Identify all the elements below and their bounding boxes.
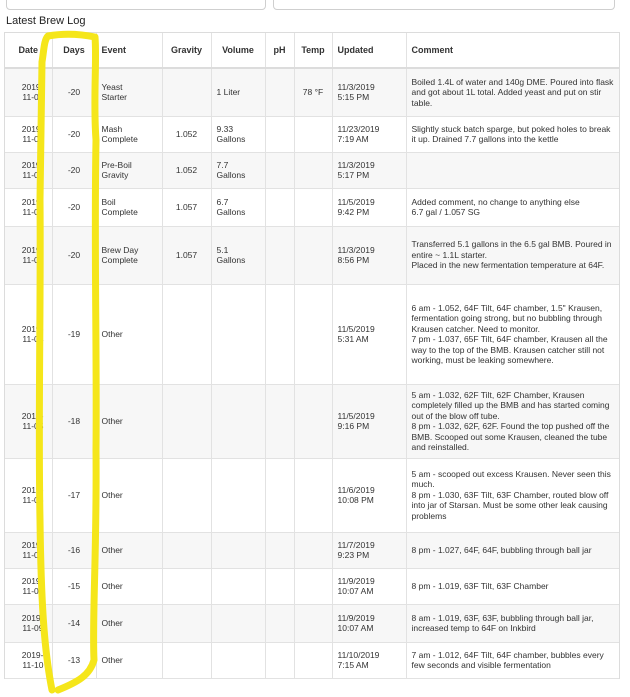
cell-comment: 8 pm - 1.027, 64F, 64F, bubbling through ball jar bbox=[406, 532, 619, 568]
cell-comment: 6 am - 1.052, 64F Tilt, 64F chamber, 1.5" Krausen, fermentation going strong, but no bubbling through Krausen catcher. Need to monitor. 7 pm - 1.037, 65F Tilt, 64F chamber, Krausen all the way to the top of the BMB. Krausen catcher still not working, must be leaking somewhere. bbox=[406, 284, 619, 384]
cell-event: Other bbox=[96, 642, 162, 678]
cell-date: 2019- 11-03 bbox=[5, 68, 52, 116]
cell-date: 2019- 11-10 bbox=[5, 642, 52, 678]
table-row bbox=[5, 568, 619, 604]
column-header-gravity[interactable]: Gravity bbox=[162, 33, 211, 68]
table-row bbox=[5, 68, 619, 116]
cell-days: -18 bbox=[52, 384, 96, 458]
cell-updated: 11/5/2019 5:31 AM bbox=[332, 284, 406, 384]
cell-gravity bbox=[162, 458, 211, 532]
cell-event: Brew Day Complete bbox=[96, 226, 162, 284]
cell-days: -19 bbox=[52, 284, 96, 384]
cell-updated: 11/3/2019 5:17 PM bbox=[332, 152, 406, 188]
table-row bbox=[5, 188, 619, 226]
cell-temp bbox=[294, 532, 332, 568]
table-row bbox=[5, 642, 619, 678]
cell-ph bbox=[265, 568, 294, 604]
cell-temp bbox=[294, 384, 332, 458]
cell-gravity bbox=[162, 384, 211, 458]
cell-volume bbox=[211, 458, 265, 532]
cell-event: Other bbox=[96, 568, 162, 604]
cell-date: 2019- 11-03 bbox=[5, 226, 52, 284]
cell-event: Mash Complete bbox=[96, 116, 162, 152]
cell-ph bbox=[265, 68, 294, 116]
cell-temp bbox=[294, 284, 332, 384]
column-header-days[interactable]: Days bbox=[52, 33, 96, 68]
cell-gravity bbox=[162, 284, 211, 384]
cell-event: Other bbox=[96, 458, 162, 532]
column-header-volume[interactable]: Volume bbox=[211, 33, 265, 68]
cell-gravity bbox=[162, 642, 211, 678]
cell-event: Yeast Starter bbox=[96, 68, 162, 116]
cell-volume: 6.7 Gallons bbox=[211, 188, 265, 226]
cell-volume bbox=[211, 642, 265, 678]
column-header-event[interactable]: Event bbox=[96, 33, 162, 68]
cell-ph bbox=[265, 642, 294, 678]
cell-days: -15 bbox=[52, 568, 96, 604]
cell-temp: 78 °F bbox=[294, 68, 332, 116]
cell-gravity: 1.052 bbox=[162, 152, 211, 188]
cell-gravity bbox=[162, 604, 211, 642]
cell-volume bbox=[211, 532, 265, 568]
cell-date: 2019- 11-08 bbox=[5, 568, 52, 604]
cell-volume bbox=[211, 284, 265, 384]
cell-event: Pre-Boil Gravity bbox=[96, 152, 162, 188]
cell-ph bbox=[265, 458, 294, 532]
column-header-ph[interactable]: pH bbox=[265, 33, 294, 68]
brew-log-table bbox=[5, 33, 619, 679]
cell-ph bbox=[265, 116, 294, 152]
cell-gravity: 1.057 bbox=[162, 188, 211, 226]
table-body bbox=[5, 68, 619, 678]
table-row bbox=[5, 226, 619, 284]
cell-date: 2019- 11-09 bbox=[5, 604, 52, 642]
cell-event: Boil Complete bbox=[96, 188, 162, 226]
cell-gravity bbox=[162, 532, 211, 568]
cell-updated: 11/5/2019 9:16 PM bbox=[332, 384, 406, 458]
cell-date: 2019- 11-03 bbox=[5, 152, 52, 188]
cell-days: -13 bbox=[52, 642, 96, 678]
cell-ph bbox=[265, 532, 294, 568]
cell-updated: 11/9/2019 10:07 AM bbox=[332, 604, 406, 642]
cell-comment: 8 am - 1.019, 63F, 63F, bubbling through ball jar, increased temp to 64F on Inkbird bbox=[406, 604, 619, 642]
cell-comment: 8 pm - 1.019, 63F Tilt, 63F Chamber bbox=[406, 568, 619, 604]
column-header-date[interactable]: Date bbox=[5, 33, 52, 68]
cell-volume: 1 Liter bbox=[211, 68, 265, 116]
cell-comment: Transferred 5.1 gallons in the 6.5 gal BMB. Poured in entire ~ 1.1L starter. Placed in the new fermentation temperature at 64F. bbox=[406, 226, 619, 284]
cell-comment: Boiled 1.4L of water and 140g DME. Poured into flask and got about 1L total. Added yeast and put on stir table. bbox=[406, 68, 619, 116]
cell-comment bbox=[406, 152, 619, 188]
table-row bbox=[5, 604, 619, 642]
cell-gravity bbox=[162, 568, 211, 604]
cell-comment: Slightly stuck batch sparge, but poked holes to break it up. Drained 7.7 gallons into the kettle bbox=[406, 116, 619, 152]
cell-days: -20 bbox=[52, 152, 96, 188]
cell-volume: 5.1 Gallons bbox=[211, 226, 265, 284]
cell-days: -20 bbox=[52, 188, 96, 226]
table-row bbox=[5, 116, 619, 152]
cell-days: -20 bbox=[52, 226, 96, 284]
cell-updated: 11/10/2019 7:15 AM bbox=[332, 642, 406, 678]
cell-date: 2019- 11-04 bbox=[5, 284, 52, 384]
cell-date: 2019- 11-05 bbox=[5, 384, 52, 458]
column-header-comment[interactable]: Comment bbox=[406, 33, 619, 68]
cell-ph bbox=[265, 284, 294, 384]
cell-date: 2019- 11-03 bbox=[5, 188, 52, 226]
cell-date: 2019- 11-06 bbox=[5, 458, 52, 532]
cell-gravity: 1.057 bbox=[162, 226, 211, 284]
cell-ph bbox=[265, 384, 294, 458]
cell-ph bbox=[265, 604, 294, 642]
cell-temp bbox=[294, 226, 332, 284]
table-row bbox=[5, 152, 619, 188]
cell-days: -17 bbox=[52, 458, 96, 532]
table-header-row bbox=[5, 33, 619, 68]
cell-comment: 5 am - 1.032, 62F Tilt, 62F Chamber, Krausen completely filled up the BMB and has started coming out of the blow off tube. 8 pm - 1.032, 62F, 62F. Found the top pushed off the BMB. Scooped out some Krausen, cleaned the tube and reinstalled. bbox=[406, 384, 619, 458]
table-row bbox=[5, 384, 619, 458]
cell-date: 2019- 11-07 bbox=[5, 532, 52, 568]
cell-ph bbox=[265, 188, 294, 226]
cell-temp bbox=[294, 568, 332, 604]
cell-ph bbox=[265, 152, 294, 188]
cell-volume bbox=[211, 604, 265, 642]
cell-temp bbox=[294, 458, 332, 532]
cell-temp bbox=[294, 152, 332, 188]
cell-gravity: 1.052 bbox=[162, 116, 211, 152]
column-header-temp[interactable]: Temp bbox=[294, 33, 332, 68]
cell-ph bbox=[265, 226, 294, 284]
cell-comment: 5 am - scooped out excess Krausen. Never seen this much. 8 pm - 1.030, 63F Tilt, 63F Chamber, routed blow off into jar of Starsan. Must be some other leak causing problems bbox=[406, 458, 619, 532]
cell-comment: Added comment, no change to anything else 6.7 gal / 1.057 SG bbox=[406, 188, 619, 226]
table-row bbox=[5, 532, 619, 568]
cell-date: 2019- 11-03 bbox=[5, 116, 52, 152]
cell-event: Other bbox=[96, 532, 162, 568]
cell-volume bbox=[211, 384, 265, 458]
cell-days: -16 bbox=[52, 532, 96, 568]
cell-updated: 11/3/2019 8:56 PM bbox=[332, 226, 406, 284]
cell-temp bbox=[294, 188, 332, 226]
cell-volume bbox=[211, 568, 265, 604]
cell-updated: 11/3/2019 5:15 PM bbox=[332, 68, 406, 116]
cell-temp bbox=[294, 642, 332, 678]
cell-days: -20 bbox=[52, 116, 96, 152]
cell-volume: 7.7 Gallons bbox=[211, 152, 265, 188]
top-input-right[interactable] bbox=[273, 0, 615, 10]
cell-comment: 7 am - 1.012, 64F Tilt, 64F chamber, bubbles every few seconds and visible fermentation bbox=[406, 642, 619, 678]
cell-temp bbox=[294, 116, 332, 152]
cell-updated: 11/23/2019 7:19 AM bbox=[332, 116, 406, 152]
cell-event: Other bbox=[96, 284, 162, 384]
cell-days: -14 bbox=[52, 604, 96, 642]
cell-event: Other bbox=[96, 384, 162, 458]
cell-event: Other bbox=[96, 604, 162, 642]
cell-updated: 11/5/2019 9:42 PM bbox=[332, 188, 406, 226]
column-header-updated[interactable]: Updated bbox=[332, 33, 406, 68]
cell-volume: 9.33 Gallons bbox=[211, 116, 265, 152]
cell-temp bbox=[294, 604, 332, 642]
cell-gravity bbox=[162, 68, 211, 116]
table-row bbox=[5, 284, 619, 384]
cell-updated: 11/6/2019 10:08 PM bbox=[332, 458, 406, 532]
cell-days: -20 bbox=[52, 68, 96, 116]
cell-updated: 11/7/2019 9:23 PM bbox=[332, 532, 406, 568]
cell-updated: 11/9/2019 10:07 AM bbox=[332, 568, 406, 604]
page-title: Latest Brew Log bbox=[6, 15, 86, 27]
top-input-left[interactable] bbox=[6, 0, 266, 10]
table-row bbox=[5, 458, 619, 532]
brew-log-table-container bbox=[4, 32, 620, 679]
